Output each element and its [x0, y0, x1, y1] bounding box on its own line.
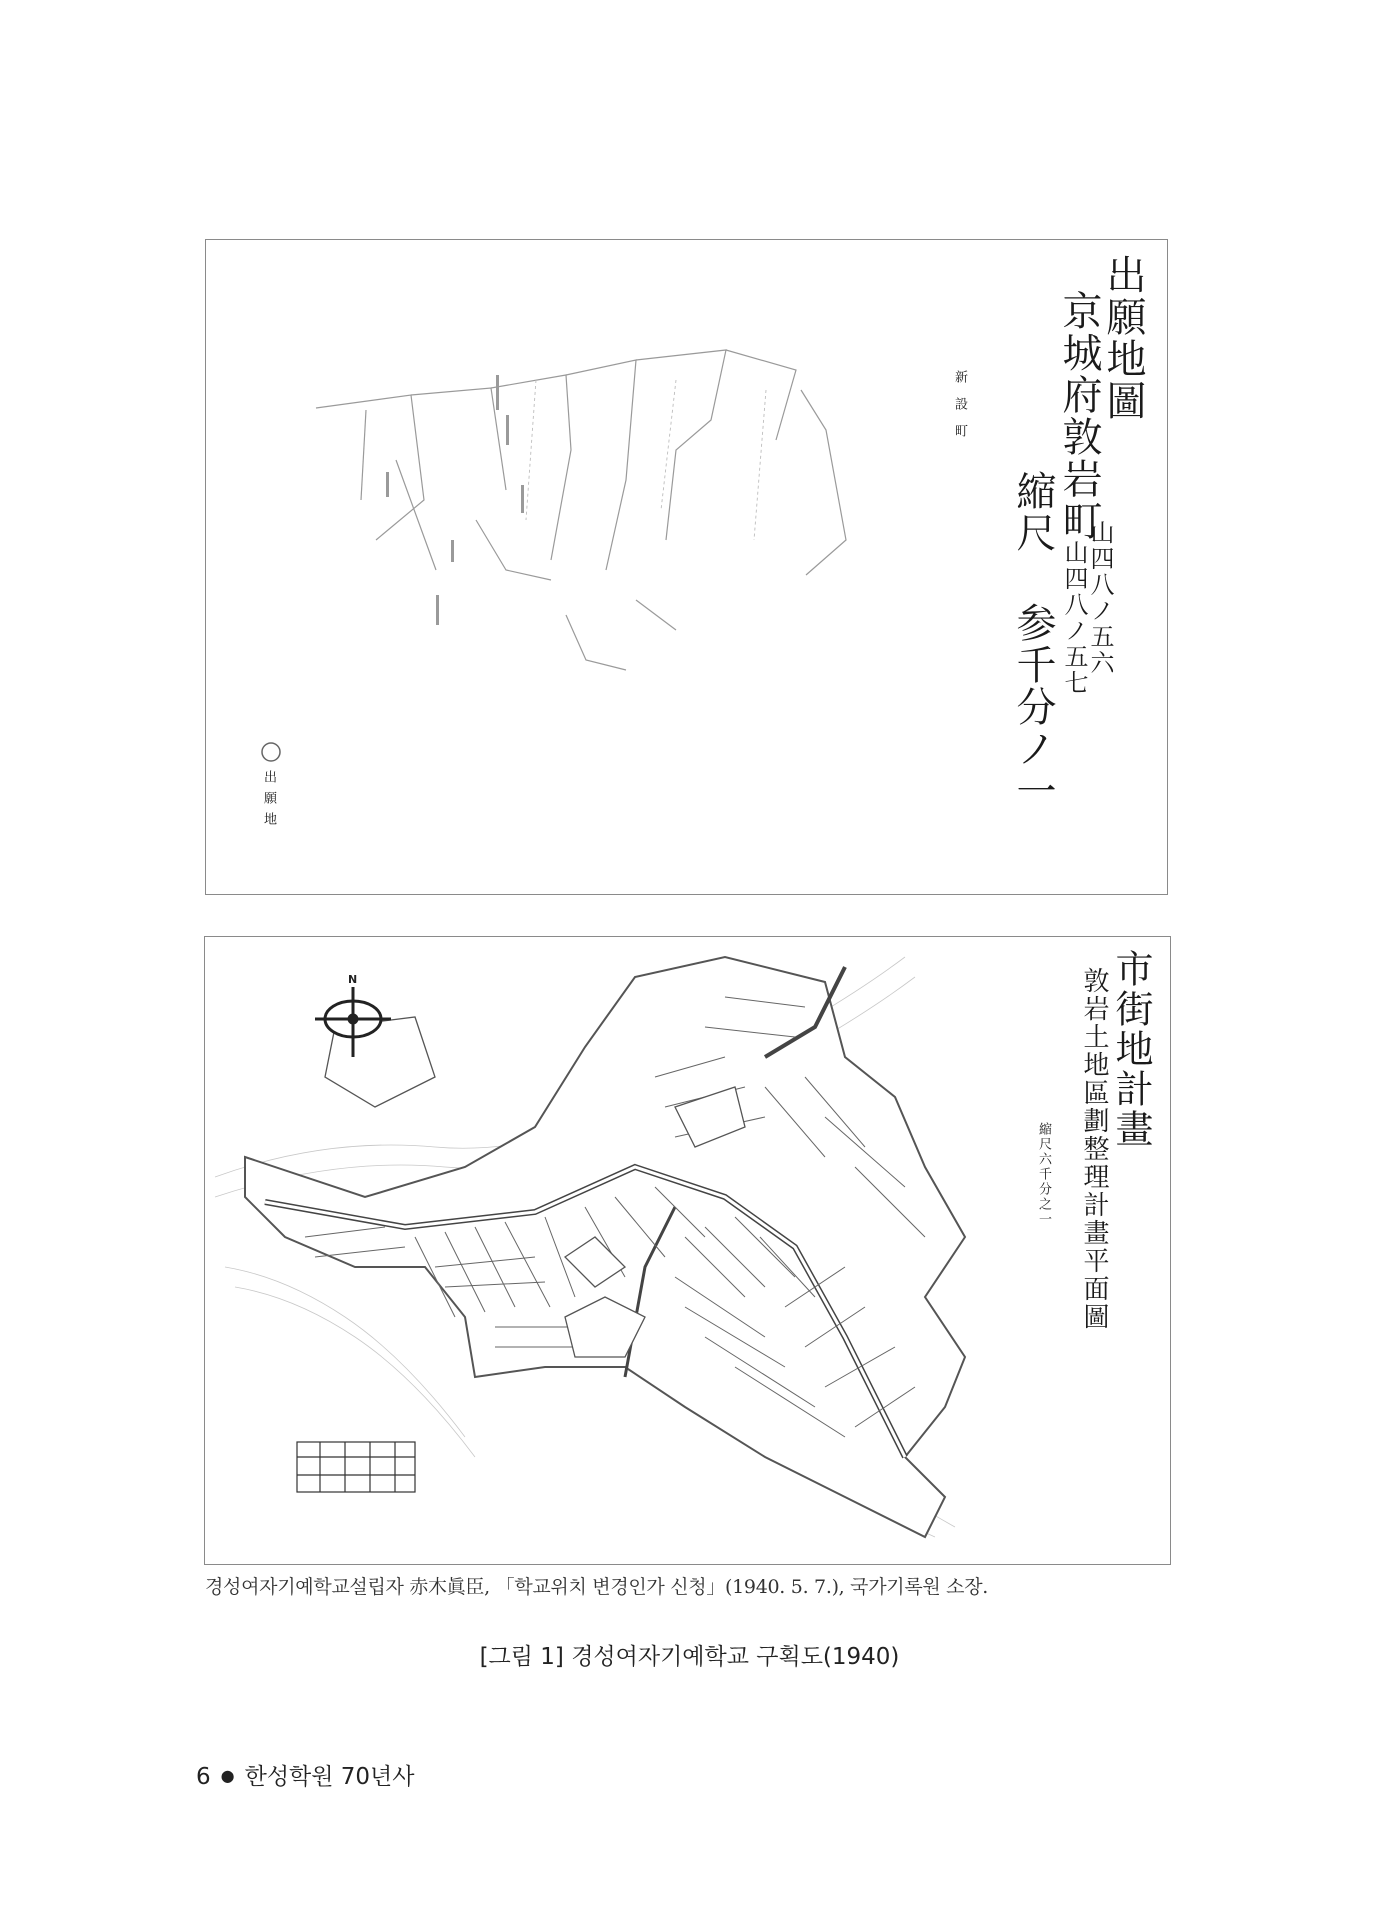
readjustment-plan-map [205, 937, 1170, 1564]
plan-scale-label: 縮尺六千分之一 [1036, 1122, 1051, 1227]
page-number: 6 [196, 1764, 211, 1790]
place-label: 新設町 [952, 370, 967, 451]
legend-table [297, 1442, 415, 1492]
lot-number-2: 山四八ノ五七 [1060, 540, 1088, 696]
map-title-col1: 出願地圖 [1100, 254, 1146, 422]
plan-title-col1: 市街地計畫 [1109, 949, 1153, 1149]
legend-circle-icon [262, 743, 280, 761]
figure-title: [그림 1] 경성여자기예학교 구획도(1940) [479, 1644, 900, 1670]
compass-north-label: N [348, 973, 358, 986]
page-footer [196, 1758, 415, 1791]
bullet-separator-icon: ● [220, 1766, 235, 1785]
figure-source-caption: 경성여자기예학교설립자 赤木眞臣, 「학교위치 변경인가 신청」(1940. 5. 7.), 국가기록원 소장. [205, 1576, 989, 1598]
readjustment-plan-figure [204, 936, 1171, 1565]
map-title-col2: 京城府敦岩町 [1056, 290, 1102, 542]
book-title: 한성학원 70년사 [244, 1764, 415, 1790]
application-map-figure [205, 239, 1168, 895]
legend-label: 出願地 [261, 770, 276, 833]
plan-title-col2: 敦岩土地區劃整理計畫平面圖 [1079, 967, 1109, 1331]
lot-number-1: 山四八ノ五六 [1086, 520, 1114, 676]
scale-label: 縮尺 参千分ノ一 [1010, 470, 1056, 812]
